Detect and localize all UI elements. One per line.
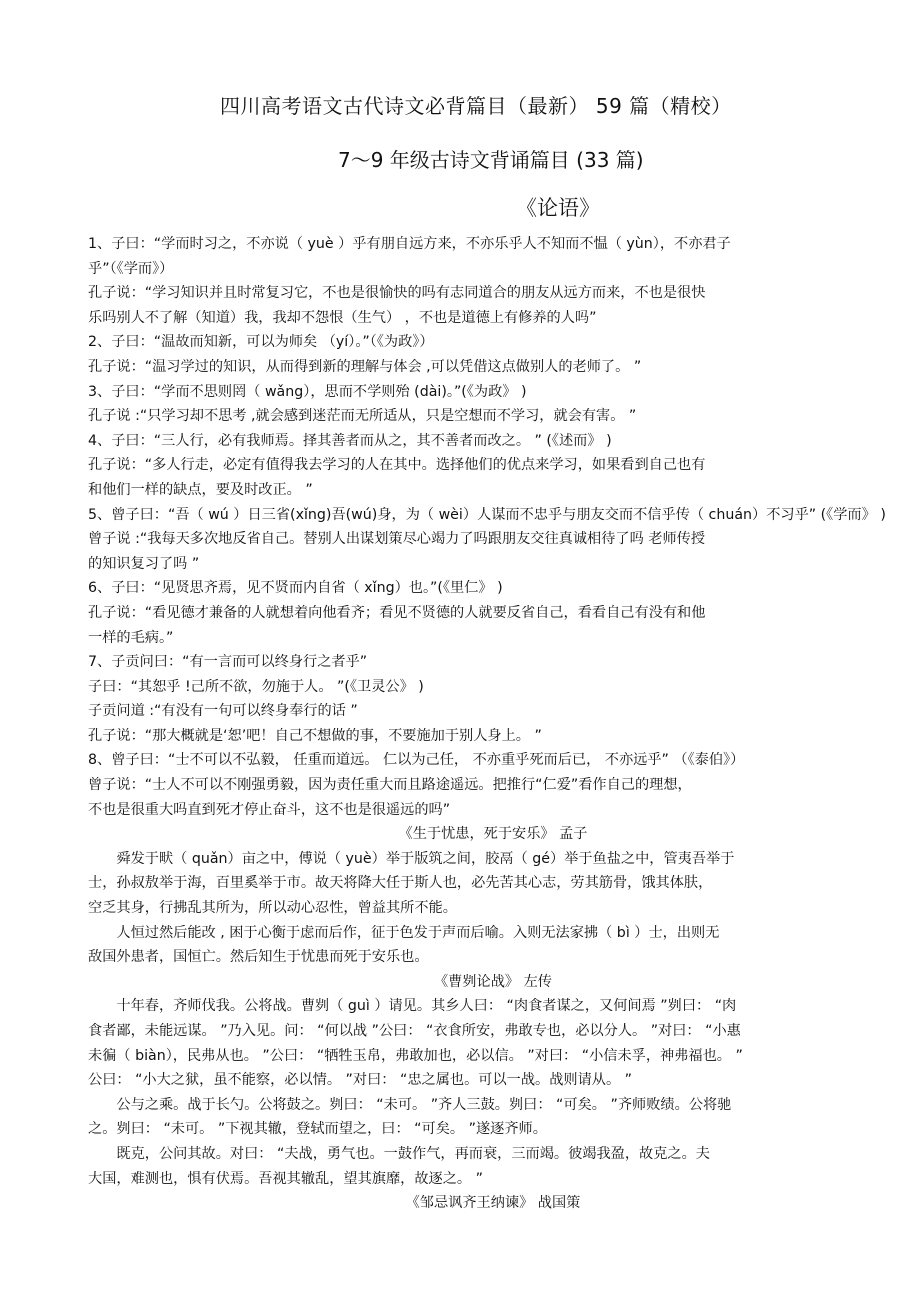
text-line: 未徧（ biàn），民弗从也。 ”公曰： “牺牲玉帛，弗敢加也，必以信。 ”对曰： “小信未孚，神弗福也。 ” bbox=[88, 1047, 743, 1064]
text-line: 4、子曰：“三人行，必有我师焉。择其善者而从之，其不善者而改之。 ” (《述而》 ) bbox=[88, 432, 612, 449]
text-line: 3、子曰：“学而不思则罔（ wǎng），思而不学则殆 (dài)。”(《为政》 ) bbox=[88, 383, 527, 400]
text-line: 空乏其身，行拂乱其所为，所以动心忍性，曾益其所不能。 bbox=[88, 900, 457, 917]
text-line: 乐吗别人不了解（知道）我，我却不怨恨（生气） ，不也是道德上有修养的人吗” bbox=[88, 309, 597, 326]
text-line: 7、子贡问曰：“有一言而可以终身行之者乎” bbox=[88, 654, 368, 671]
text-line: 乎”（《学而》） bbox=[88, 260, 174, 277]
text-line: 十年春，齐师伐我。公将战。曹刿（ guì ）请见。其乡人曰： “肉食者谋之，又何间焉 ”刿曰： “肉 bbox=[116, 998, 737, 1015]
section-title-lunyu: 《论语》 bbox=[516, 196, 600, 220]
text-line: 公与之乘。战于长勺。公将鼓之。刿曰： “未可。 ”齐人三鼓。刿曰： “可矣。 ”齐师败绩。公将驰 bbox=[116, 1096, 732, 1113]
text-line: 孔子说：“温习学过的知识，从而得到新的理解与体会 ,可以凭借这点做别人的老师了。 ” bbox=[88, 358, 642, 375]
text-line: 孔子说：“看见德才兼备的人就想着向他看齐；看见不贤德的人就要反省自己，看看自己有没有和他 bbox=[88, 604, 706, 621]
text-line: 1、子曰：“学而时习之，不亦说（ yuè ）乎有朋自远方来，不亦乐乎人不知而不愠（ yùn），不亦君子 bbox=[88, 236, 731, 252]
text-line: 舜发于畎（ quǎn）亩之中，傅说（ yuè）举于版筑之间，胶鬲（ gé）举于鱼盐之中，管夷吾举于 bbox=[116, 850, 735, 867]
text-line: 5、曾子曰：“吾（ wú ）日三省(xǐng)吾(wú)身，为（ wèi）人谋而不忠乎与朋友交而不信乎传（ chuán）不习乎” (《学而》 ) bbox=[88, 506, 886, 523]
text-line: 6、子曰：“见贤思齐焉，见不贤而内自省（ xǐng）也。”(《里仁》 ) bbox=[88, 580, 503, 597]
text-line: 曾子说 :“我每天多次地反省自己。替别人出谋划策尽心竭力了吗跟朋友交往真诚相待了吗 老师传授 bbox=[88, 531, 706, 548]
text-line: 曾子说：“士人不可以不刚强勇毅，因为责任重大而且路途遥远。把推行“仁爱”看作自己的理想， bbox=[88, 777, 692, 794]
text-line: 子曰：“其恕乎 !己所不欲，勿施于人。 ”(《卫灵公》 ) bbox=[88, 678, 424, 695]
heading-shengyu-youhuan: 《生于忧患，死于安乐》 孟子 bbox=[398, 826, 588, 843]
text-line: 不也是很重大吗直到死才停止奋斗，这不也是很遥远的吗” bbox=[88, 801, 451, 818]
text-line: 孔子说：“多人行走，必定有值得我去学习的人在其中。选择他们的优点来学习，如果看到自己也有 bbox=[88, 457, 706, 474]
text-line: 8、曾子曰：“士不可以不弘毅， 任重而道远。 仁以为己任， 不亦重乎死而后已， 不亦远乎” （《泰伯》） bbox=[88, 752, 745, 769]
document-title: 四川高考语文古代诗文必背篇目（最新） 59 篇（精校） bbox=[220, 94, 732, 118]
text-line: 人恒过然后能改 , 困于心衡于虑而后作，征于色发于声而后喻。入则无法家拂（ bì ）士，出则无 bbox=[116, 924, 720, 941]
heading-cao-gui-lun-zhan: 《曹刿论战》 左传 bbox=[433, 973, 552, 990]
heading-zou-ji: 《邹忌讽齐王纳谏》 战国策 bbox=[405, 1195, 581, 1212]
text-line: 一样的毛病。” bbox=[88, 629, 174, 646]
text-line: 孔子说 :“只学习却不思考 ,就会感到迷茫而无所适从，只是空想而不学习，就会有害。 ” bbox=[88, 408, 637, 425]
text-line: 2、子曰：“温故而知新，可以为师矣 （yí）。”（《为政》） bbox=[88, 334, 434, 351]
text-line: 孔子说：“学习知识并且时常复习它，不也是很愉快的吗有志同道合的朋友从远方而来，不也是很快 bbox=[88, 285, 706, 302]
text-line: 的知识复习了吗 ” bbox=[88, 555, 200, 572]
text-line: 孔子说：“那大概就是‘恕’吧！自己不想做的事，不要施加于别人身上。 ” bbox=[88, 727, 542, 744]
text-line: 之。刿曰： “未可。 ”下视其辙，登轼而望之，曰： “可矣。 ”遂逐齐师。 bbox=[88, 1121, 547, 1138]
text-line: 公曰： “小大之狱，虽不能察，必以情。 ”对曰： “忠之属也。可以一战。战则请从。 ” bbox=[88, 1072, 633, 1089]
text-line: 子贡问道 :“有没有一句可以终身奉行的话 ” bbox=[88, 703, 358, 720]
document-body bbox=[88, 232, 898, 1216]
text-line: 敌国外患者，国恒亡。然后知生于忧患而死于安乐也。 bbox=[88, 949, 429, 966]
text-line: 士，孙叔敖举于海，百里奚举于市。故天将降大任于斯人也，必先苦其心志，劳其筋骨，饿其体肤， bbox=[88, 875, 713, 892]
document-subtitle: 7～9 年级古诗文背诵篇目 (33 篇) bbox=[338, 148, 644, 172]
text-line: 大国，难测也，惧有伏焉。吾视其辙乱，望其旗靡，故逐之。 ” bbox=[88, 1170, 483, 1187]
text-line: 和他们一样的缺点，要及时改正。 ” bbox=[88, 481, 313, 498]
text-line: 既克，公问其故。对曰： “夫战，勇气也。一鼓作气，再而衰，三而竭。彼竭我盈，故克之。夫 bbox=[116, 1145, 710, 1162]
text-line: 食者鄙，未能远谋。 ”乃入见。问： “何以战 ”公曰： “衣食所安，弗敢专也，必以分人。 ”对曰： “小惠 bbox=[88, 1023, 741, 1039]
